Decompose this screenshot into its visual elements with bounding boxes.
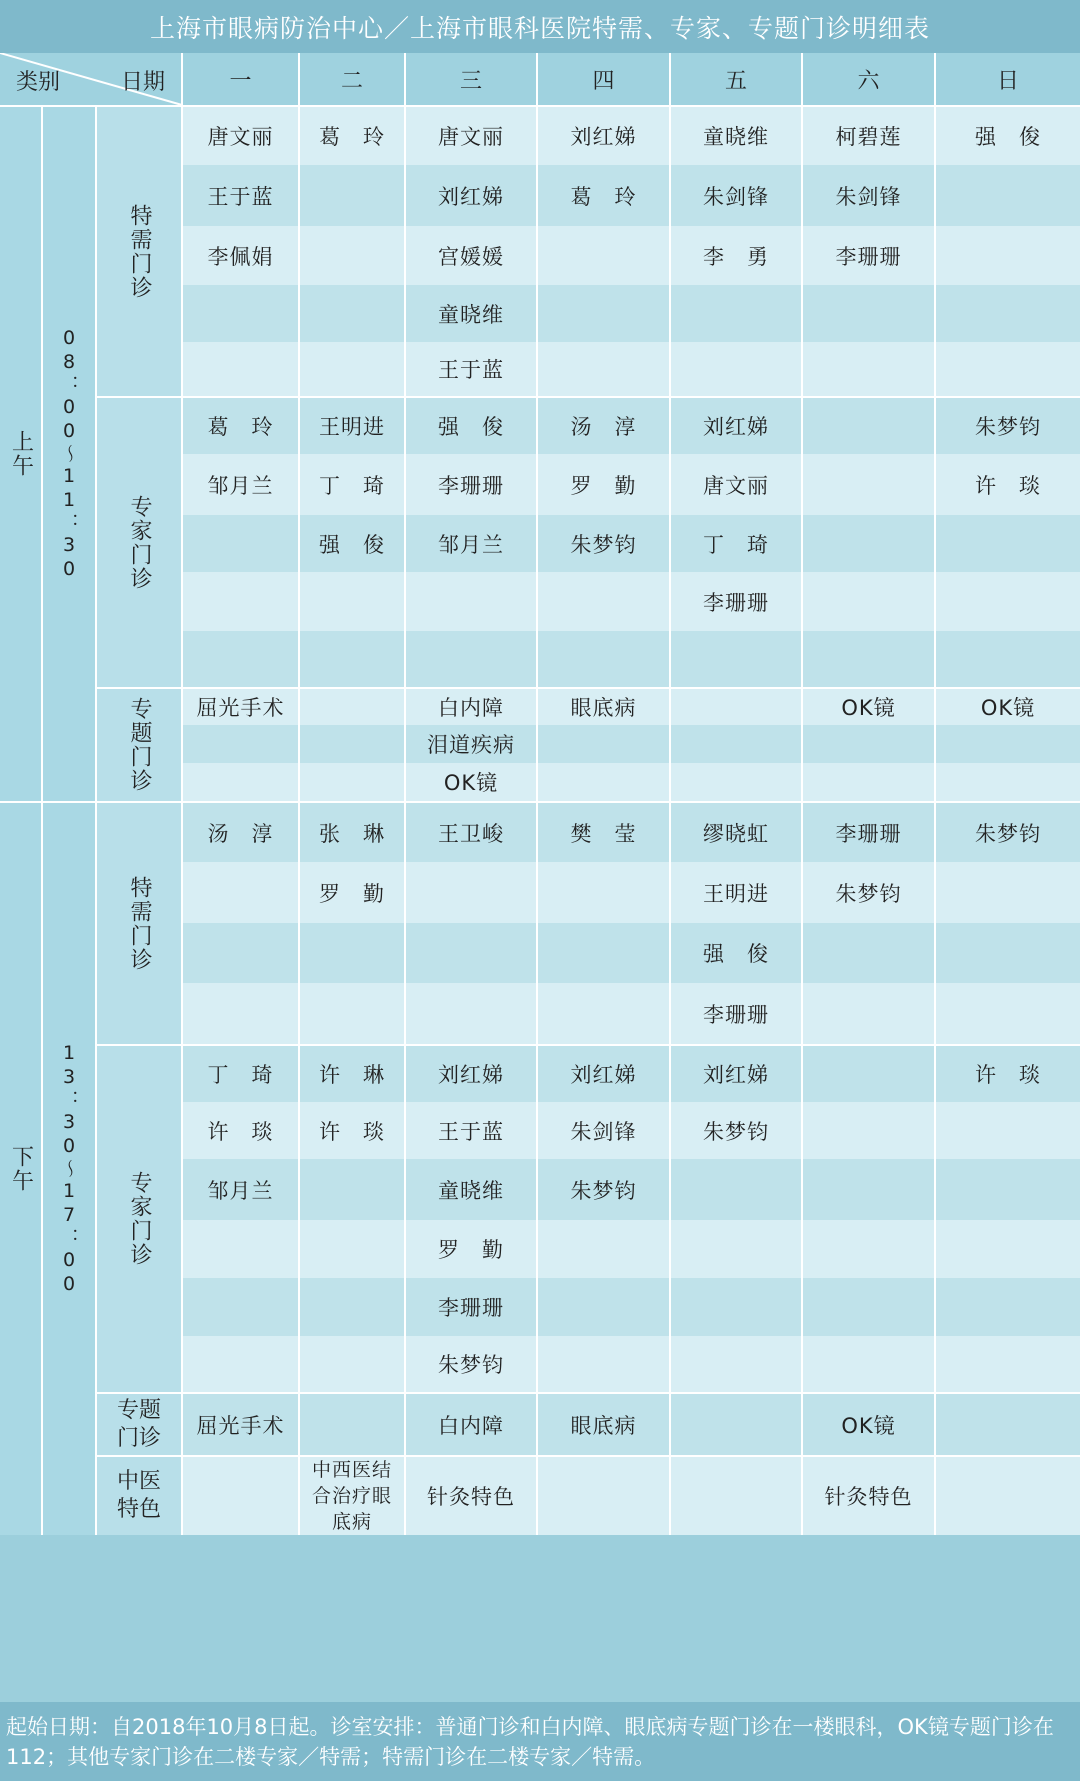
schedule-cell [802,1278,935,1336]
schedule-cell [299,1336,405,1393]
schedule-cell [405,631,537,688]
period-label: 上午 [0,106,42,802]
schedule-cell: 强 俊 [299,515,405,572]
schedule-cell: 朱梦钧 [537,515,670,572]
schedule-cell [182,725,299,763]
schedule-cell: 罗 勤 [405,1220,537,1278]
schedule-cell [935,1278,1080,1336]
schedule-cell [935,165,1080,226]
schedule-row [0,106,1080,165]
schedule-cell [935,763,1080,802]
schedule-cell [299,1278,405,1336]
schedule-cell: 针灸特色 [405,1456,537,1535]
schedule-cell: 许 琰 [935,1045,1080,1102]
schedule-cell: 王于蓝 [182,165,299,226]
schedule-cell [802,1220,935,1278]
schedule-cell [935,862,1080,923]
schedule-row [0,1456,1080,1535]
schedule-cell [802,1159,935,1220]
schedule-cell: 朱剑锋 [670,165,802,226]
category-label: 专家门诊 [96,397,182,688]
schedule-cell [802,763,935,802]
schedule-cell: 白内障 [405,688,537,725]
schedule-cell: 汤 淳 [537,397,670,454]
schedule-cell: 邹月兰 [182,454,299,515]
schedule-cell [537,226,670,285]
schedule-cell [299,983,405,1045]
schedule-cell [935,1220,1080,1278]
schedule-cell: 王卫峻 [405,802,537,862]
schedule-cell: OK镜 [802,1393,935,1456]
schedule-cell [935,983,1080,1045]
schedule-cell: 李珊珊 [670,572,802,631]
schedule-cell [299,1393,405,1456]
schedule-cell [537,1456,670,1535]
schedule-cell [935,572,1080,631]
day-header: 二 [299,53,405,106]
schedule-cell [537,862,670,923]
schedule-cell [935,725,1080,763]
schedule-cell [802,923,935,983]
schedule-cell [802,572,935,631]
schedule-cell [537,342,670,397]
schedule-cell [802,1045,935,1102]
schedule-cell [670,763,802,802]
schedule-cell: 刘红娣 [670,1045,802,1102]
schedule-cell [935,342,1080,397]
schedule-cell [670,285,802,342]
schedule-cell [537,983,670,1045]
schedule-cell [802,725,935,763]
schedule-cell [935,1102,1080,1159]
schedule-cell: 邹月兰 [182,1159,299,1220]
schedule-cell: 屈光手术 [182,688,299,725]
schedule-cell: 针灸特色 [802,1456,935,1535]
schedule-cell [935,226,1080,285]
schedule-cell [802,515,935,572]
schedule-cell [182,983,299,1045]
schedule-cell [802,397,935,454]
schedule-cell: 白内障 [405,1393,537,1456]
schedule-cell: 刘红娣 [670,397,802,454]
schedule-cell [537,725,670,763]
schedule-cell [299,1220,405,1278]
period-time: 13：30～17：00 [42,802,96,1535]
schedule-cell [935,1336,1080,1393]
schedule-cell [537,1336,670,1393]
schedule-cell: 李珊珊 [802,802,935,862]
period-time: 08：00～11：30 [42,106,96,802]
schedule-cell [935,923,1080,983]
schedule-cell: 丁 琦 [182,1045,299,1102]
schedule-row [0,688,1080,725]
schedule-cell: 李佩娟 [182,226,299,285]
day-header: 五 [670,53,802,106]
date-label: 日期 [121,70,166,95]
corner-cell [0,53,182,106]
schedule-cell [537,1278,670,1336]
schedule-cell [182,1336,299,1393]
schedule-cell: 刘红娣 [537,1045,670,1102]
schedule-cell [405,862,537,923]
schedule-cell: 泪道疾病 [405,725,537,763]
schedule-cell [802,1336,935,1393]
schedule-cell [299,285,405,342]
schedule-cell: 王明进 [670,862,802,923]
category-label: 特需门诊 [96,802,182,1045]
schedule-cell: 李珊珊 [802,226,935,285]
schedule-cell: OK镜 [405,763,537,802]
schedule-cell: 宫媛媛 [405,226,537,285]
schedule-cell [802,454,935,515]
period-label: 下午 [0,802,42,1535]
schedule-cell [670,1220,802,1278]
schedule-cell [182,515,299,572]
schedule-cell [935,515,1080,572]
schedule-cell: 张 琳 [299,802,405,862]
schedule-cell: 唐文丽 [670,454,802,515]
schedule-cell: 罗 勤 [537,454,670,515]
schedule-cell [299,688,405,725]
schedule-cell [670,725,802,763]
schedule-cell [299,1159,405,1220]
schedule-cell [802,983,935,1045]
schedule-cell: 中西医结合治疗眼底病 [299,1456,405,1535]
schedule-cell: 强 俊 [670,923,802,983]
schedule-cell [670,342,802,397]
schedule-cell [802,285,935,342]
schedule-cell: 童晓维 [405,285,537,342]
schedule-cell [299,342,405,397]
schedule-cell: 李 勇 [670,226,802,285]
day-header: 四 [537,53,670,106]
schedule-cell: 强 俊 [405,397,537,454]
schedule-cell [182,572,299,631]
schedule-cell: 童晓维 [670,106,802,165]
schedule-cell [182,1220,299,1278]
schedule-cell [537,923,670,983]
schedule-cell [299,725,405,763]
schedule-cell: 王明进 [299,397,405,454]
schedule-cell: 唐文丽 [182,106,299,165]
schedule-cell [670,1336,802,1393]
schedule-cell: 柯碧莲 [802,106,935,165]
schedule-cell [935,285,1080,342]
category-label: 专题门诊 [96,1393,182,1456]
schedule-cell [935,1456,1080,1535]
schedule-row [0,397,1080,454]
schedule-cell: 李珊珊 [405,1278,537,1336]
schedule-cell [182,342,299,397]
schedule-cell: 朱梦钧 [670,1102,802,1159]
schedule-cell [670,631,802,688]
schedule-cell: 刘红娣 [405,1045,537,1102]
schedule-cell: 李珊珊 [405,454,537,515]
schedule-row [0,1045,1080,1102]
schedule-cell [537,763,670,802]
day-header: 三 [405,53,537,106]
schedule-cell [802,1102,935,1159]
schedule-cell [299,226,405,285]
schedule-cell [935,1393,1080,1456]
schedule-row [0,802,1080,862]
schedule-cell: 罗 勤 [299,862,405,923]
schedule-cell [802,631,935,688]
day-header: 六 [802,53,935,106]
schedule-cell [537,285,670,342]
schedule-cell: 眼底病 [537,688,670,725]
schedule-cell: 朱剑锋 [802,165,935,226]
schedule-cell: 强 俊 [935,106,1080,165]
schedule-cell: 刘红娣 [537,106,670,165]
schedule-cell: 唐文丽 [405,106,537,165]
schedule-cell: 许 琳 [299,1045,405,1102]
schedule-cell [670,1393,802,1456]
schedule-cell: 许 琰 [182,1102,299,1159]
schedule-cell [299,572,405,631]
schedule-cell: 许 琰 [935,454,1080,515]
schedule-cell: 朱梦钧 [935,802,1080,862]
schedule-cell: OK镜 [802,688,935,725]
schedule-cell [182,763,299,802]
schedule-cell: 王于蓝 [405,342,537,397]
schedule-cell [182,1278,299,1336]
day-header: 一 [182,53,299,106]
schedule-cell [182,923,299,983]
schedule-cell: 朱梦钧 [935,397,1080,454]
schedule-row [0,1393,1080,1456]
footer-note: 起始日期：自2018年10月8日起。诊室安排：普通门诊和白内障、眼底病专题门诊在一楼眼科，OK镜专题门诊在112；其他专家门诊在二楼专家／特需；特需门诊在二楼专家／特需。 [0,1702,1080,1781]
day-header: 日 [935,53,1080,106]
category-label: 类别 [16,70,61,95]
category-label: 专题门诊 [96,688,182,802]
schedule-table [0,53,1080,1535]
schedule-cell [299,631,405,688]
schedule-cell: 朱梦钧 [537,1159,670,1220]
schedule-cell [182,1456,299,1535]
schedule-cell: 葛 玲 [182,397,299,454]
schedule-cell [537,572,670,631]
schedule-cell [670,1278,802,1336]
schedule-cell [182,862,299,923]
schedule-cell [405,572,537,631]
schedule-cell [299,165,405,226]
page-title: 上海市眼病防治中心／上海市眼科医院特需、专家、专题门诊明细表 [0,0,1080,53]
schedule-cell [670,1456,802,1535]
schedule-cell: 李珊珊 [670,983,802,1045]
schedule-cell: 眼底病 [537,1393,670,1456]
schedule-cell: 邹月兰 [405,515,537,572]
schedule-cell: 葛 玲 [299,106,405,165]
schedule-cell: 许 琰 [299,1102,405,1159]
schedule-cell: OK镜 [935,688,1080,725]
schedule-cell: 葛 玲 [537,165,670,226]
schedule-cell: 王于蓝 [405,1102,537,1159]
schedule-cell: 丁 琦 [670,515,802,572]
schedule-cell: 丁 琦 [299,454,405,515]
schedule-cell: 朱剑锋 [537,1102,670,1159]
schedule-cell [537,1220,670,1278]
schedule-cell: 童晓维 [405,1159,537,1220]
schedule-cell [182,631,299,688]
schedule-cell: 汤 淳 [182,802,299,862]
schedule-cell: 樊 莹 [537,802,670,862]
schedule-cell [405,923,537,983]
category-label: 中医特色 [96,1456,182,1535]
schedule-cell [299,923,405,983]
schedule-cell [537,631,670,688]
schedule-cell: 朱梦钧 [405,1336,537,1393]
schedule-cell: 朱梦钧 [802,862,935,923]
schedule-cell [182,285,299,342]
schedule-cell: 屈光手术 [182,1393,299,1456]
schedule-cell [670,1159,802,1220]
schedule-cell [935,631,1080,688]
schedule-cell [802,342,935,397]
schedule-cell [299,763,405,802]
category-label: 专家门诊 [96,1045,182,1393]
schedule-cell: 刘红娣 [405,165,537,226]
schedule-cell [935,1159,1080,1220]
schedule-cell: 缪晓虹 [670,802,802,862]
category-label: 特需门诊 [96,106,182,397]
schedule-cell [405,983,537,1045]
schedule-cell [670,688,802,725]
header-row [0,53,1080,106]
